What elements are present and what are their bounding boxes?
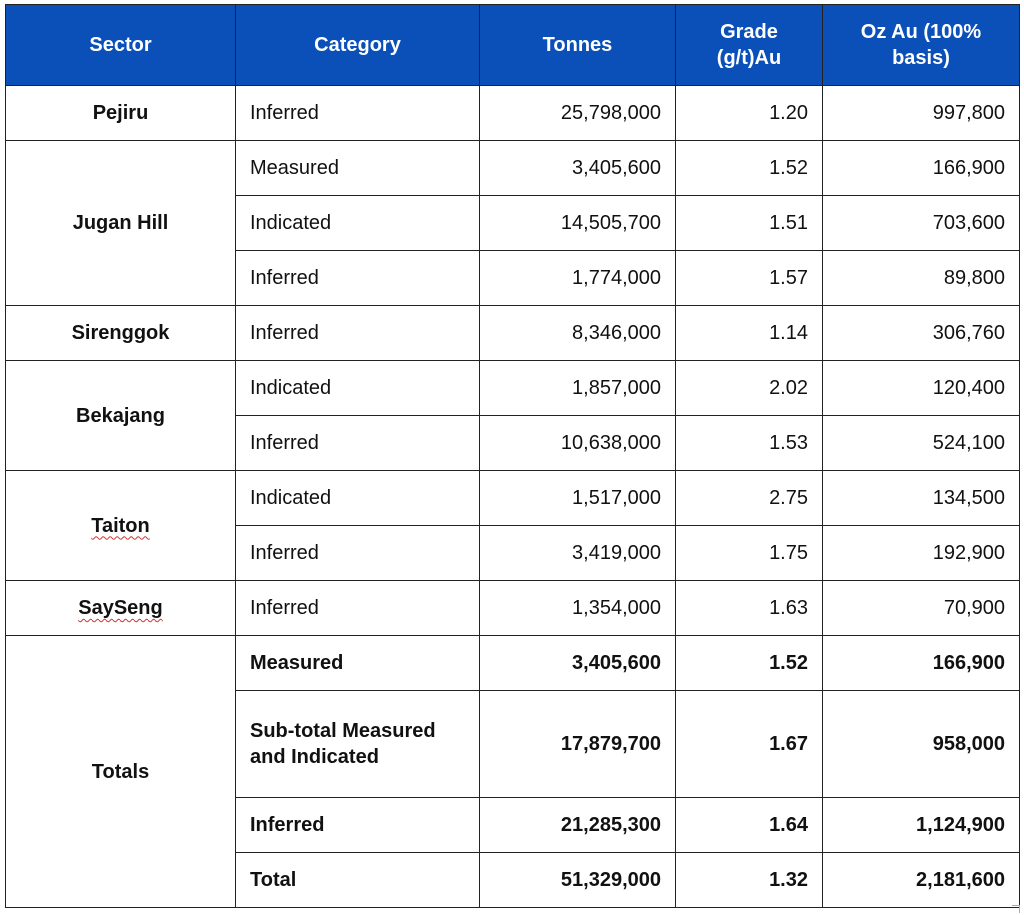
- sector-pejiru: Pejiru: [92, 102, 149, 124]
- oz-cell: 192,900: [823, 526, 1020, 581]
- category-cell: Inferred: [236, 581, 480, 636]
- table-row: [6, 471, 1020, 526]
- totals-row: [6, 636, 1020, 691]
- grade-cell: 1.14: [676, 306, 823, 361]
- tonnes-cell: 17,879,700: [480, 691, 676, 798]
- tonnes-cell: 25,798,000: [480, 86, 676, 141]
- sector-sirenggok: Sirenggok: [71, 322, 170, 344]
- header-sector: Sector: [6, 5, 236, 86]
- tonnes-cell: 3,419,000: [480, 526, 676, 581]
- grade-cell: 1.52: [676, 141, 823, 196]
- grade-cell: 1.75: [676, 526, 823, 581]
- category-cell: Inferred: [236, 798, 480, 853]
- sector-cell: [6, 86, 236, 141]
- oz-cell: 166,900: [823, 636, 1020, 691]
- oz-cell: 120,400: [823, 361, 1020, 416]
- oz-cell: 524,100: [823, 416, 1020, 471]
- category-cell: Indicated: [236, 196, 480, 251]
- tonnes-cell: 10,638,000: [480, 416, 676, 471]
- oz-cell: 958,000: [823, 691, 1020, 798]
- sector-cell: [6, 361, 236, 471]
- tonnes-cell: 1,857,000: [480, 361, 676, 416]
- mineral-resources-table: [5, 4, 1020, 908]
- sector-jugan-hill: Jugan Hill: [72, 212, 169, 234]
- category-cell: Inferred: [236, 416, 480, 471]
- tonnes-cell: 1,517,000: [480, 471, 676, 526]
- category-cell: Measured: [236, 141, 480, 196]
- category-cell: Measured: [236, 636, 480, 691]
- tonnes-cell: 14,505,700: [480, 196, 676, 251]
- oz-cell: 997,800: [823, 86, 1020, 141]
- page-corner-mark: [1012, 905, 1020, 913]
- sector-cell: [6, 581, 236, 636]
- sector-sayseng: SaySeng: [78, 597, 163, 619]
- tonnes-cell: 21,285,300: [480, 798, 676, 853]
- table-row: [6, 141, 1020, 196]
- category-cell: Total: [236, 853, 480, 908]
- sector-cell: [6, 471, 236, 581]
- grade-cell: 1.20: [676, 86, 823, 141]
- oz-cell: 89,800: [823, 251, 1020, 306]
- category-cell: Indicated: [236, 361, 480, 416]
- tonnes-cell: 1,354,000: [480, 581, 676, 636]
- oz-cell: 134,500: [823, 471, 1020, 526]
- sector-cell: [6, 306, 236, 361]
- header-row: [6, 5, 1020, 86]
- grade-cell: 1.64: [676, 798, 823, 853]
- oz-cell: 703,600: [823, 196, 1020, 251]
- category-cell: Sub-total Measured and Indicated: [236, 691, 480, 798]
- grade-cell: 1.52: [676, 636, 823, 691]
- header-oz-au: Oz Au (100% basis): [823, 5, 1020, 86]
- sector-totals: Totals: [91, 760, 150, 783]
- grade-cell: 1.32: [676, 853, 823, 908]
- table-row: [6, 361, 1020, 416]
- oz-cell: 306,760: [823, 306, 1020, 361]
- table-row: [6, 581, 1020, 636]
- oz-cell: 1,124,900: [823, 798, 1020, 853]
- category-cell: Inferred: [236, 526, 480, 581]
- sector-cell: [6, 636, 236, 908]
- tonnes-cell: 8,346,000: [480, 306, 676, 361]
- sector-taiton: Taiton: [91, 514, 150, 537]
- grade-cell: 2.02: [676, 361, 823, 416]
- category-cell: Indicated: [236, 471, 480, 526]
- category-cell: Inferred: [236, 86, 480, 141]
- grade-cell: 1.67: [676, 691, 823, 798]
- tonnes-cell: 51,329,000: [480, 853, 676, 908]
- grade-cell: 2.75: [676, 471, 823, 526]
- tonnes-cell: 1,774,000: [480, 251, 676, 306]
- table-row: [6, 306, 1020, 361]
- header-grade: Grade (g/t)Au: [676, 5, 823, 86]
- grade-cell: 1.57: [676, 251, 823, 306]
- oz-cell: 166,900: [823, 141, 1020, 196]
- header-tonnes: Tonnes: [480, 5, 676, 86]
- oz-cell: 70,900: [823, 581, 1020, 636]
- table-row: [6, 86, 1020, 141]
- grade-cell: 1.53: [676, 416, 823, 471]
- grade-cell: 1.63: [676, 581, 823, 636]
- sector-cell: [6, 141, 236, 306]
- tonnes-cell: 3,405,600: [480, 636, 676, 691]
- category-cell: Inferred: [236, 306, 480, 361]
- header-category: Category: [236, 5, 480, 86]
- grade-cell: 1.51: [676, 196, 823, 251]
- sector-bekajang: Bekajang: [76, 404, 165, 427]
- category-cell: Inferred: [236, 251, 480, 306]
- oz-cell: 2,181,600: [823, 853, 1020, 908]
- tonnes-cell: 3,405,600: [480, 141, 676, 196]
